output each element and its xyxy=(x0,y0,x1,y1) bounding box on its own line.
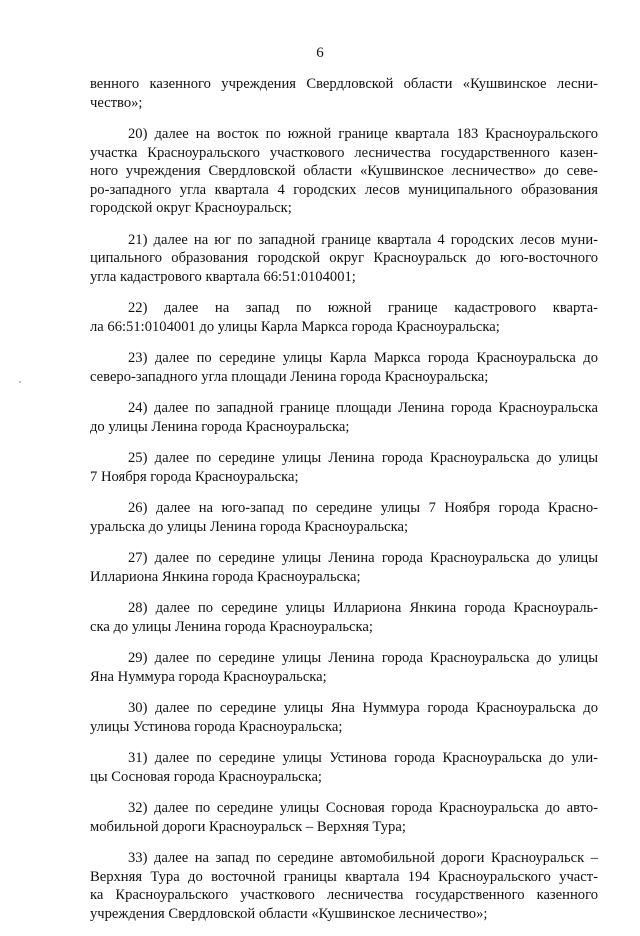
paragraph xyxy=(90,849,598,923)
paragraph-line: городской округ Красноуральск; xyxy=(90,200,292,217)
paragraph-line: 31) далее по середине улицы Устинова города Красноуральска до ули- xyxy=(128,750,598,767)
paragraph xyxy=(90,299,598,336)
paragraph-line: 27) далее по середине улицы Ленина города Красноуральска до улицы xyxy=(128,550,598,567)
paragraph-line: ного учреждения Свердловской области «Кушвинское лесничество» до севе- xyxy=(90,163,598,180)
paragraph-line: до улицы Ленина города Красноуральска; xyxy=(90,418,350,435)
paragraph-line: 21) далее на юг по западной границе квартала 4 городских лесов муни- xyxy=(128,231,598,248)
paragraph xyxy=(90,231,598,287)
paragraph xyxy=(90,399,598,436)
paragraph-line: 32) далее по середине улицы Сосновая города Красноуральска до авто- xyxy=(128,800,598,817)
paragraph-line: 30) далее по середине улицы Яна Нуммура города Красноуральска до xyxy=(128,700,598,717)
paragraph-line: цы Сосновая города Красноуральска; xyxy=(90,768,322,785)
paragraph-line: уральска до улицы Ленина города Красноуральска; xyxy=(90,518,409,535)
paragraph-line: участка Красноуральского участкового лесничества государственного казен- xyxy=(90,144,598,161)
paragraph-line: Яна Нуммура города Красноуральска; xyxy=(90,668,327,685)
paragraph-line: 26) далее на юго-запад по середине улицы 7 Ноября города Красно- xyxy=(128,500,598,517)
paragraph xyxy=(90,75,598,112)
paragraph-line: мобильной дороги Красноуральск – Верхняя Тура; xyxy=(90,818,406,835)
paragraph-line: ка Красноуральского участкового лесничества государственного казенного xyxy=(90,887,598,904)
paragraph xyxy=(90,599,598,636)
paragraph-line: 20) далее на восток по южной границе квартала 183 Красноуральского xyxy=(128,125,598,142)
paragraph-line: 22) далее на запад по южной границе кадастрового кварта- xyxy=(128,300,598,317)
paragraph-line: Иллариона Янкина города Красноуральска; xyxy=(90,568,361,585)
paragraph-line: 24) далее по западной границе площади Ленина города Красноуральска xyxy=(128,400,598,417)
paragraph-line: 25) далее по середине улицы Ленина города Красноуральска до улицы xyxy=(128,450,598,467)
paragraph-line: учреждения Свердловской области «Кушвинское лесничество»; xyxy=(90,905,488,922)
paragraph xyxy=(90,649,598,686)
paragraph-line: ска до улицы Ленина города Красноуральска; xyxy=(90,618,373,635)
paragraph xyxy=(90,549,598,586)
paragraph-line: венного казенного учреждения Свердловской области «Кушвинское лесни- xyxy=(90,76,598,92)
paragraph-line: 23) далее по середине улицы Карла Маркса города Красноуральска до xyxy=(128,350,598,367)
paragraph-line: ро-западного угла квартала 4 городских лесов муниципального образования xyxy=(90,181,598,198)
document-body xyxy=(90,75,598,936)
paragraph-line: Верхняя Тура до восточной границы квартала 194 Красноуральского участ- xyxy=(90,868,598,885)
paragraph-line: угла кадастрового квартала 66:51:0104001; xyxy=(90,268,356,285)
paragraph xyxy=(90,125,598,218)
paragraph-line: ла 66:51:0104001 до улицы Карла Маркса города Красноуральска; xyxy=(90,318,500,335)
paragraph-line: северо-западного угла площади Ленина города Красноуральска; xyxy=(90,368,489,385)
page-number: 6 xyxy=(316,45,324,61)
paragraph-line: улицы Устинова города Красноуральска; xyxy=(90,718,343,735)
paragraph-line: 29) далее по середине улицы Ленина города Красноуральска до улицы xyxy=(128,650,598,667)
scan-speck xyxy=(19,381,21,383)
paragraph-line: ципального образования городской округ Красноуральск до юго-восточного xyxy=(90,250,598,267)
paragraph xyxy=(90,699,598,736)
paragraph xyxy=(90,349,598,386)
paragraph-line: 33) далее на запад по середине автомобильной дороги Красноуральск – xyxy=(128,850,598,867)
paragraph-line: 28) далее по середине улицы Иллариона Янкина города Красноураль- xyxy=(128,600,598,617)
paragraph-line: чество»; xyxy=(90,94,143,111)
paragraph xyxy=(90,499,598,536)
paragraph xyxy=(90,449,598,486)
paragraph-line: 7 Ноября города Красноуральска; xyxy=(90,468,299,485)
paragraph xyxy=(90,799,598,836)
paragraph xyxy=(90,749,598,786)
